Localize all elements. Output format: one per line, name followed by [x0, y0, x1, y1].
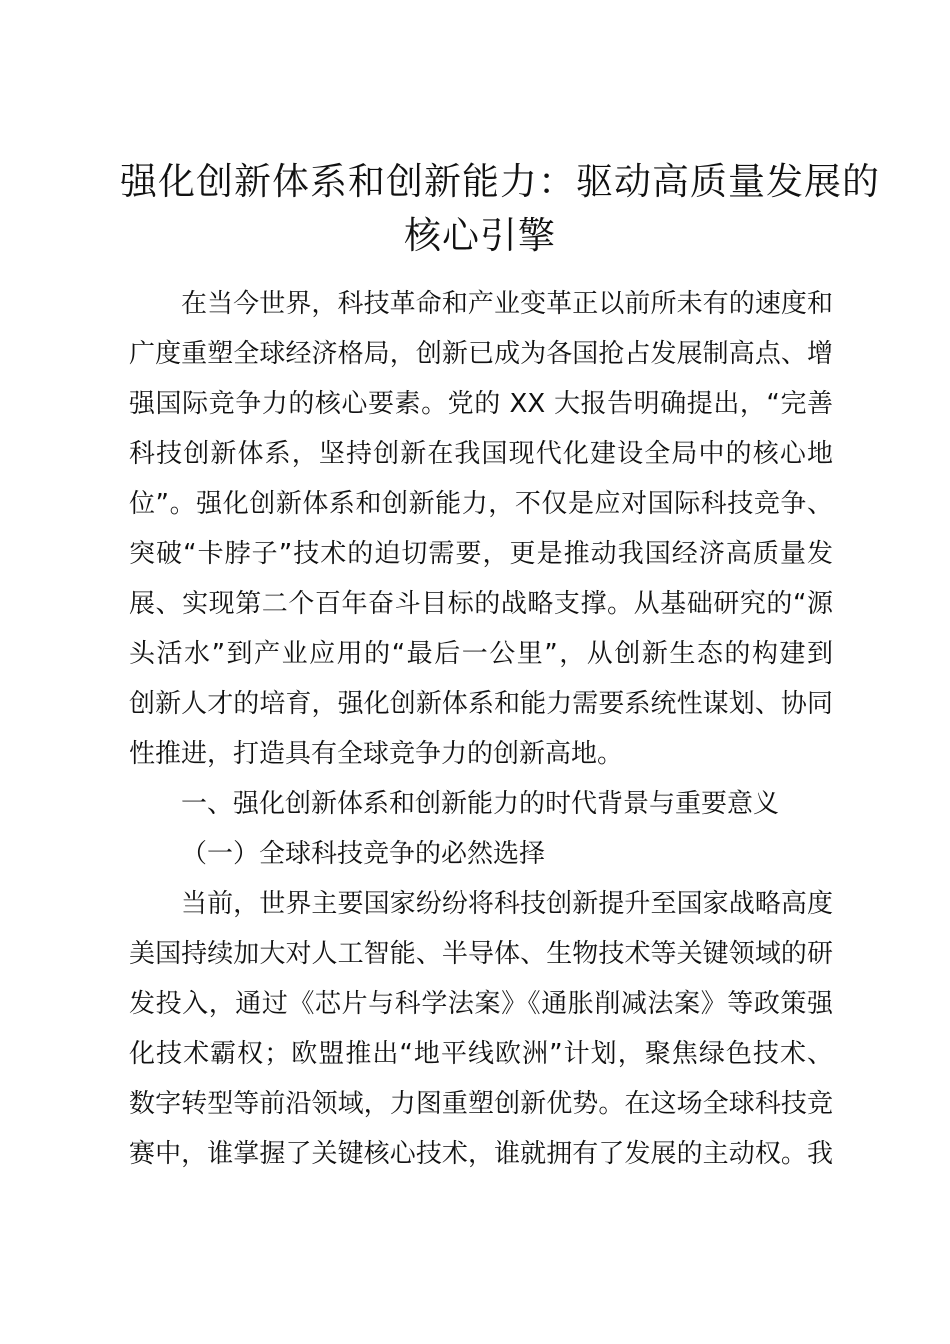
- paragraph-line: 发投入，通过《芯片与科学法案》《通胀削减法案》等政策强: [129, 989, 833, 1019]
- intro-paragraph: [129, 279, 833, 779]
- body-paragraph: [129, 879, 833, 1179]
- paragraph-line: 突破“卡脖子”技术的迫切需要，更是推动我国经济高质量发: [129, 539, 833, 569]
- paragraph-line: 性推进，打造具有全球竞争力的创新高地。: [129, 739, 624, 769]
- paragraph-line: 位”。强化创新体系和创新能力，不仅是应对国际科技竞争、: [129, 489, 833, 519]
- section-heading: 一、强化创新体系和创新能力的时代背景与重要意义: [181, 789, 780, 819]
- paragraph-line: 数字转型等前沿领域，力图重塑创新优势。在这场全球科技竞: [129, 1089, 833, 1119]
- title-line-1: 强化创新体系和创新能力：驱动高质量发展的: [120, 160, 880, 203]
- paragraph-line: 化技术霸权；欧盟推出“地平线欧洲”计划，聚焦绿色技术、: [129, 1039, 833, 1069]
- paragraph-line: 科技创新体系，坚持创新在我国现代化建设全局中的核心地: [129, 439, 833, 469]
- paragraph-line: 在当今世界，科技革命和产业变革正以前所未有的速度和: [181, 289, 833, 319]
- paragraph-line: 广度重塑全球经济格局，创新已成为各国抢占发展制高点、增: [129, 339, 833, 369]
- subsection-heading: （一）全球科技竞争的必然选择: [181, 839, 546, 869]
- paragraph-line: 当前，世界主要国家纷纷将科技创新提升至国家战略高度: [181, 889, 833, 919]
- paragraph-line: 美国持续加大对人工智能、半导体、生物技术等关键领域的研: [129, 939, 833, 969]
- title-line-2: 核心引擎: [404, 214, 556, 257]
- paragraph-line: 赛中，谁掌握了关键核心技术，谁就拥有了发展的主动权。我: [129, 1139, 833, 1169]
- document-title: [120, 155, 880, 263]
- paragraph-line: 头活水”到产业应用的“最后一公里”，从创新生态的构建到: [129, 639, 833, 669]
- paragraph-line: 展、实现第二个百年奋斗目标的战略支撑。从基础研究的“源: [129, 589, 833, 619]
- paragraph-line: 强国际竞争力的核心要素。党的 XX 大报告明确提出，“完善: [129, 389, 833, 419]
- paragraph-line: 创新人才的培育，强化创新体系和能力需要系统性谋划、协同: [129, 689, 833, 719]
